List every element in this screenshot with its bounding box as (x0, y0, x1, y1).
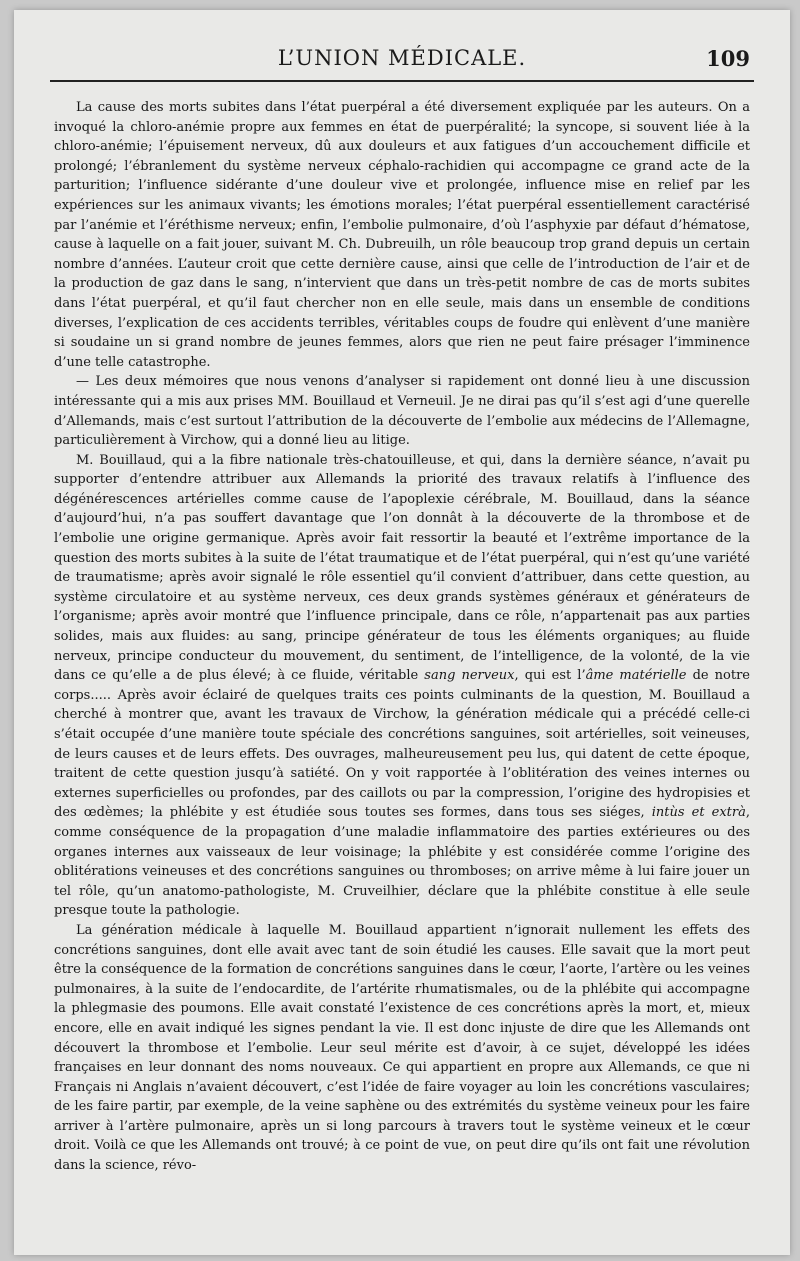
text-run: , comme conséquence de la propagation d’une maladie inflammatoire des parties extérieures ou des organes internes aux vaisseaux de leur voisinage; la phlébite y est considérée comme l’origine des oblitérations veineuses et des concrétions sanguines ou thromboses; on arrive même à lui faire jouer un tel rôle, qu’un anatomo-pathologiste, M. Cruveilhier, déclare que la phlébite constitue à elle seule presque toute la pathologie. (54, 805, 750, 919)
italic-phrase: âme matérielle (585, 668, 687, 684)
document-page (14, 10, 790, 1255)
article-body (54, 98, 750, 1176)
italic-phrase: sang nerveux (424, 668, 515, 684)
page-header (54, 46, 750, 76)
text-run: La génération médicale à laquelle M. Bouillaud appartient n’ignorait nullement les effets des concrétions sanguines, dont elle avait avec tant de soin étudié les causes. Elle savait que la mort peut être la conséquence de la formation de concrétions sanguines dans le cœur, l’aorte, l’artère ou les veines pulmonaires, à la suite de l’endocardite, de l’artérite rhumatismales, ou de la phlébite qui accompagne la phlegmasie des poumons. Elle avait constaté l’existence de ces concrétions après la mort, et, mieux encore, elle en avait indiqué les signes pendant la vie. Il est donc injuste de dire que les Allemands ont découvert la thrombose et l’embolie. Leur seul mérite est d’avoir, à ce sujet, développé les idées françaises en leur donnant des noms nouveaux. Ce qui appartient en propre aux Allemands, ce que ni Français ni Anglais n’avaient découvert, c’est l’idée de faire voyager au loin les concrétions vasculaires; de les faire partir, par exemple, de la veine saphène ou des extrémités du système veineux pour les faire arriver à l’artère pulmonaire, après un si long parcours à travers tout le système veineux et le cœur droit. Voilà ce que les Allemands ont trouvé; à ce point de vue, on peut dire qu’ils ont fait une révolution dans la science, révo- (54, 922, 750, 1174)
running-title: L’UNION MÉDICALE. (277, 46, 527, 70)
paragraph (54, 98, 750, 372)
page-number: 109 (706, 46, 750, 71)
paragraph (54, 451, 750, 921)
text-run: de notre corps..... Après avoir éclairé de quelques traits ces points culminants de la question, M. Bouillaud a cherché à montrer que, avant les travaux de Virchow, la génération médicale qui a précédé celle-ci s’était occupée d’une manière toute spéciale des concrétions sanguines, soit artérielles, soit veineuses, de leurs causes et de leurs effets. Des ouvrages, malheureusement peu lus, qui datent de cette époque, traitent de cette question jusqu’à satiété. On y voit rapportée à l’oblitération des veines internes ou externes superficielles ou profondes, par des caillots ou par la compression, l’origine des hydropisies et des œdèmes; la phlébite y est étudiée sous toutes ses formes, dans tous ses siéges, (54, 668, 750, 821)
paragraph (54, 372, 750, 450)
text-run: La cause des morts subites dans l’état puerpéral a été diversement expliquée par les auteurs. On a invoqué la chloro-anémie propre aux femmes en état de puerpéralité; la syncope, si souvent liée à la chloro-anémie; l’épuisement nerveux, dû aux douleurs et aux fatigues d’un accouchement difficile et prolongé; l’ébranlement du système nerveux céphalo-rachidien qui accompagne ce grand acte de la parturition; l’influence sidérante d’une douleur vive et prolongée, influence mise en relief par les expériences sur les animaux vivants; les émotions morales; l’état puerpéral essentiellement caractérisé par l’anémie et l’éréthisme nerveux; enfin, l’embolie pulmonaire, d’où l’asphyxie par défaut d’hématose, cause à laquelle on a fait jouer, suivant M. Ch. Dubreuilh, un rôle beaucoup trop grand depuis un certain nombre d’années. L’auteur croit que cette dernière cause, ainsi que celle de l’introduction de l’air et de la production de gaz dans le sang, n’intervient que dans un très-petit nombre de cas de morts subites dans l’état puerpéral, et qu’il faut chercher non en elle seule, mais dans un ensemble de conditions diverses, l’explication de ces accidents terribles, véritables coups de foudre qui enlèvent d’une manière si soudaine un si grand nombre de jeunes femmes, alors que rien ne peut faire présager l’imminence d’une telle catastrophe. (54, 100, 750, 370)
header-rule (50, 80, 754, 82)
paragraph (54, 921, 750, 1176)
italic-phrase: intùs et extrà (651, 805, 746, 821)
text-run: , qui est l’ (514, 668, 586, 684)
text-run: — Les deux mémoires que nous venons d’analyser si rapidement ont donné lieu à une discussion intéressante qui a mis aux prises MM. Bouillaud et Verneuil. Je ne dirai pas qu’il s’est agi d’une querelle d’Allemands, mais c’est surtout l’attribution de la découverte de l’embolie aux médecins de l’Allemagne, particulièrement à Virchow, qui a donné lieu au litige. (54, 374, 750, 449)
text-run: M. Bouillaud, qui a la fibre nationale très-chatouilleuse, et qui, dans la dernière séance, n’avait pu supporter d’entendre attribuer aux Allemands la priorité des travaux relatifs à l’influence des dégénérescences artérielles comme cause de l’apoplexie cérébrale, M. Bouillaud, dans la séance d’aujourd’hui, n’a pas souffert davantage que l’on donnât à la découverte de la thrombose et de l’embolie une origine germanique. Après avoir fait ressortir la beauté et l’extrême importance de la question des morts subites à la suite de l’état traumatique et de l’état puerpéral, qui n’est qu’une variété de traumatisme; après avoir signalé le rôle essentiel qu’il convient d’attribuer, dans cette question, au système circulatoire et au système nerveux, ces deux grands systèmes généraux et générateurs de l’organisme; après avoir montré que l’influence principale, dans ce rôle, n’appartenait pas aux parties solides, mais aux fluides: au sang, principe générateur de tous les éléments organiques; au fluide nerveux, principe conducteur du mouvement, du sentiment, de l’intelligence, de la volonté, de la vie dans ce qu’elle a de plus élevé; à ce fluide, véritable (54, 452, 750, 684)
